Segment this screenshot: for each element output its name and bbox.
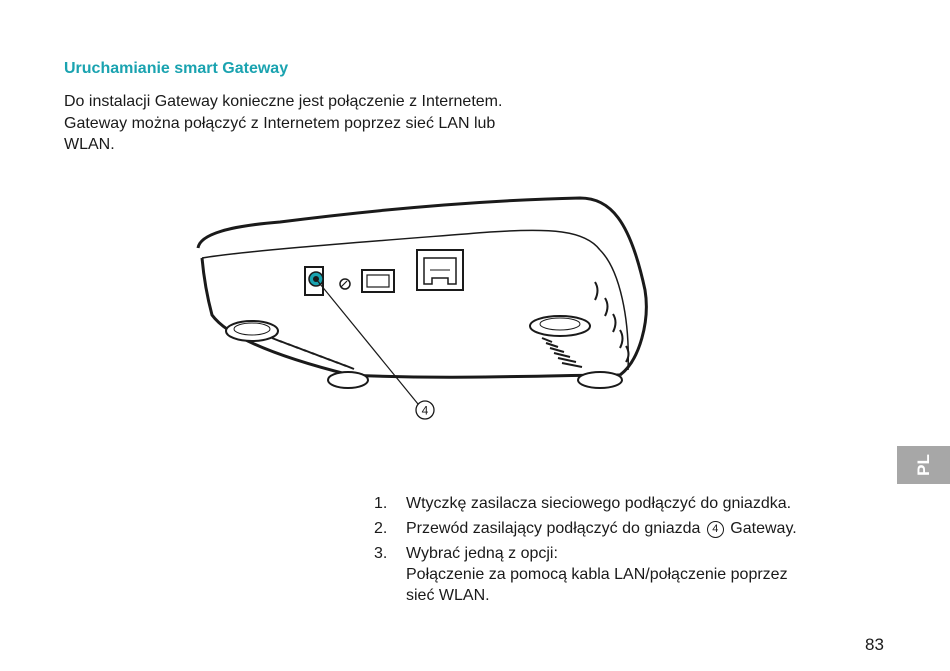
step-text-line2: Połączenie za pomocą kabla LAN/połączenie poprzez <box>406 566 788 583</box>
section-heading: Uruchamianie smart Gateway <box>64 60 289 77</box>
intro-line: WLAN. <box>64 136 115 153</box>
language-label: PL <box>913 454 933 476</box>
step-number: 1. <box>374 495 388 512</box>
device-top-edge <box>202 230 600 258</box>
step-text-after: Gateway. <box>730 520 797 537</box>
foot-left-front <box>328 372 368 388</box>
foot-left <box>226 321 278 341</box>
language-tab <box>897 446 950 484</box>
step-text-before: Przewód zasilający podłączyć do gniazda <box>406 520 701 537</box>
page-number: 83 <box>865 635 884 654</box>
socket-ref-icon: 4 <box>707 521 724 538</box>
step-text-line3: sieć WLAN. <box>406 587 490 604</box>
step-item <box>374 543 854 606</box>
step-text <box>406 518 854 539</box>
steps-list <box>374 493 854 610</box>
intro-paragraph <box>64 91 564 156</box>
gateway-illustration <box>190 190 650 425</box>
intro-line: Gateway można połączyć z Internetem poprzez sieć LAN lub <box>64 114 496 132</box>
step-item <box>374 493 854 514</box>
reset-hole-icon <box>340 279 350 289</box>
side-vents <box>595 282 629 362</box>
step-number: 2. <box>374 520 388 537</box>
step-text: Wtyczkę zasilacza sieciowego podłączyć do gniazdka. <box>406 495 792 512</box>
foot-right-front <box>578 372 622 388</box>
bottom-vents-right <box>542 338 582 367</box>
callout-label: 4 <box>421 403 429 418</box>
foot-right <box>530 316 590 336</box>
step-number: 3. <box>374 545 388 562</box>
step-item <box>374 518 854 539</box>
step-text: Wybrać jedną z opcji: <box>406 545 558 562</box>
intro-line: Do instalacji Gateway konieczne jest połączenie z Internetem. <box>64 93 503 110</box>
